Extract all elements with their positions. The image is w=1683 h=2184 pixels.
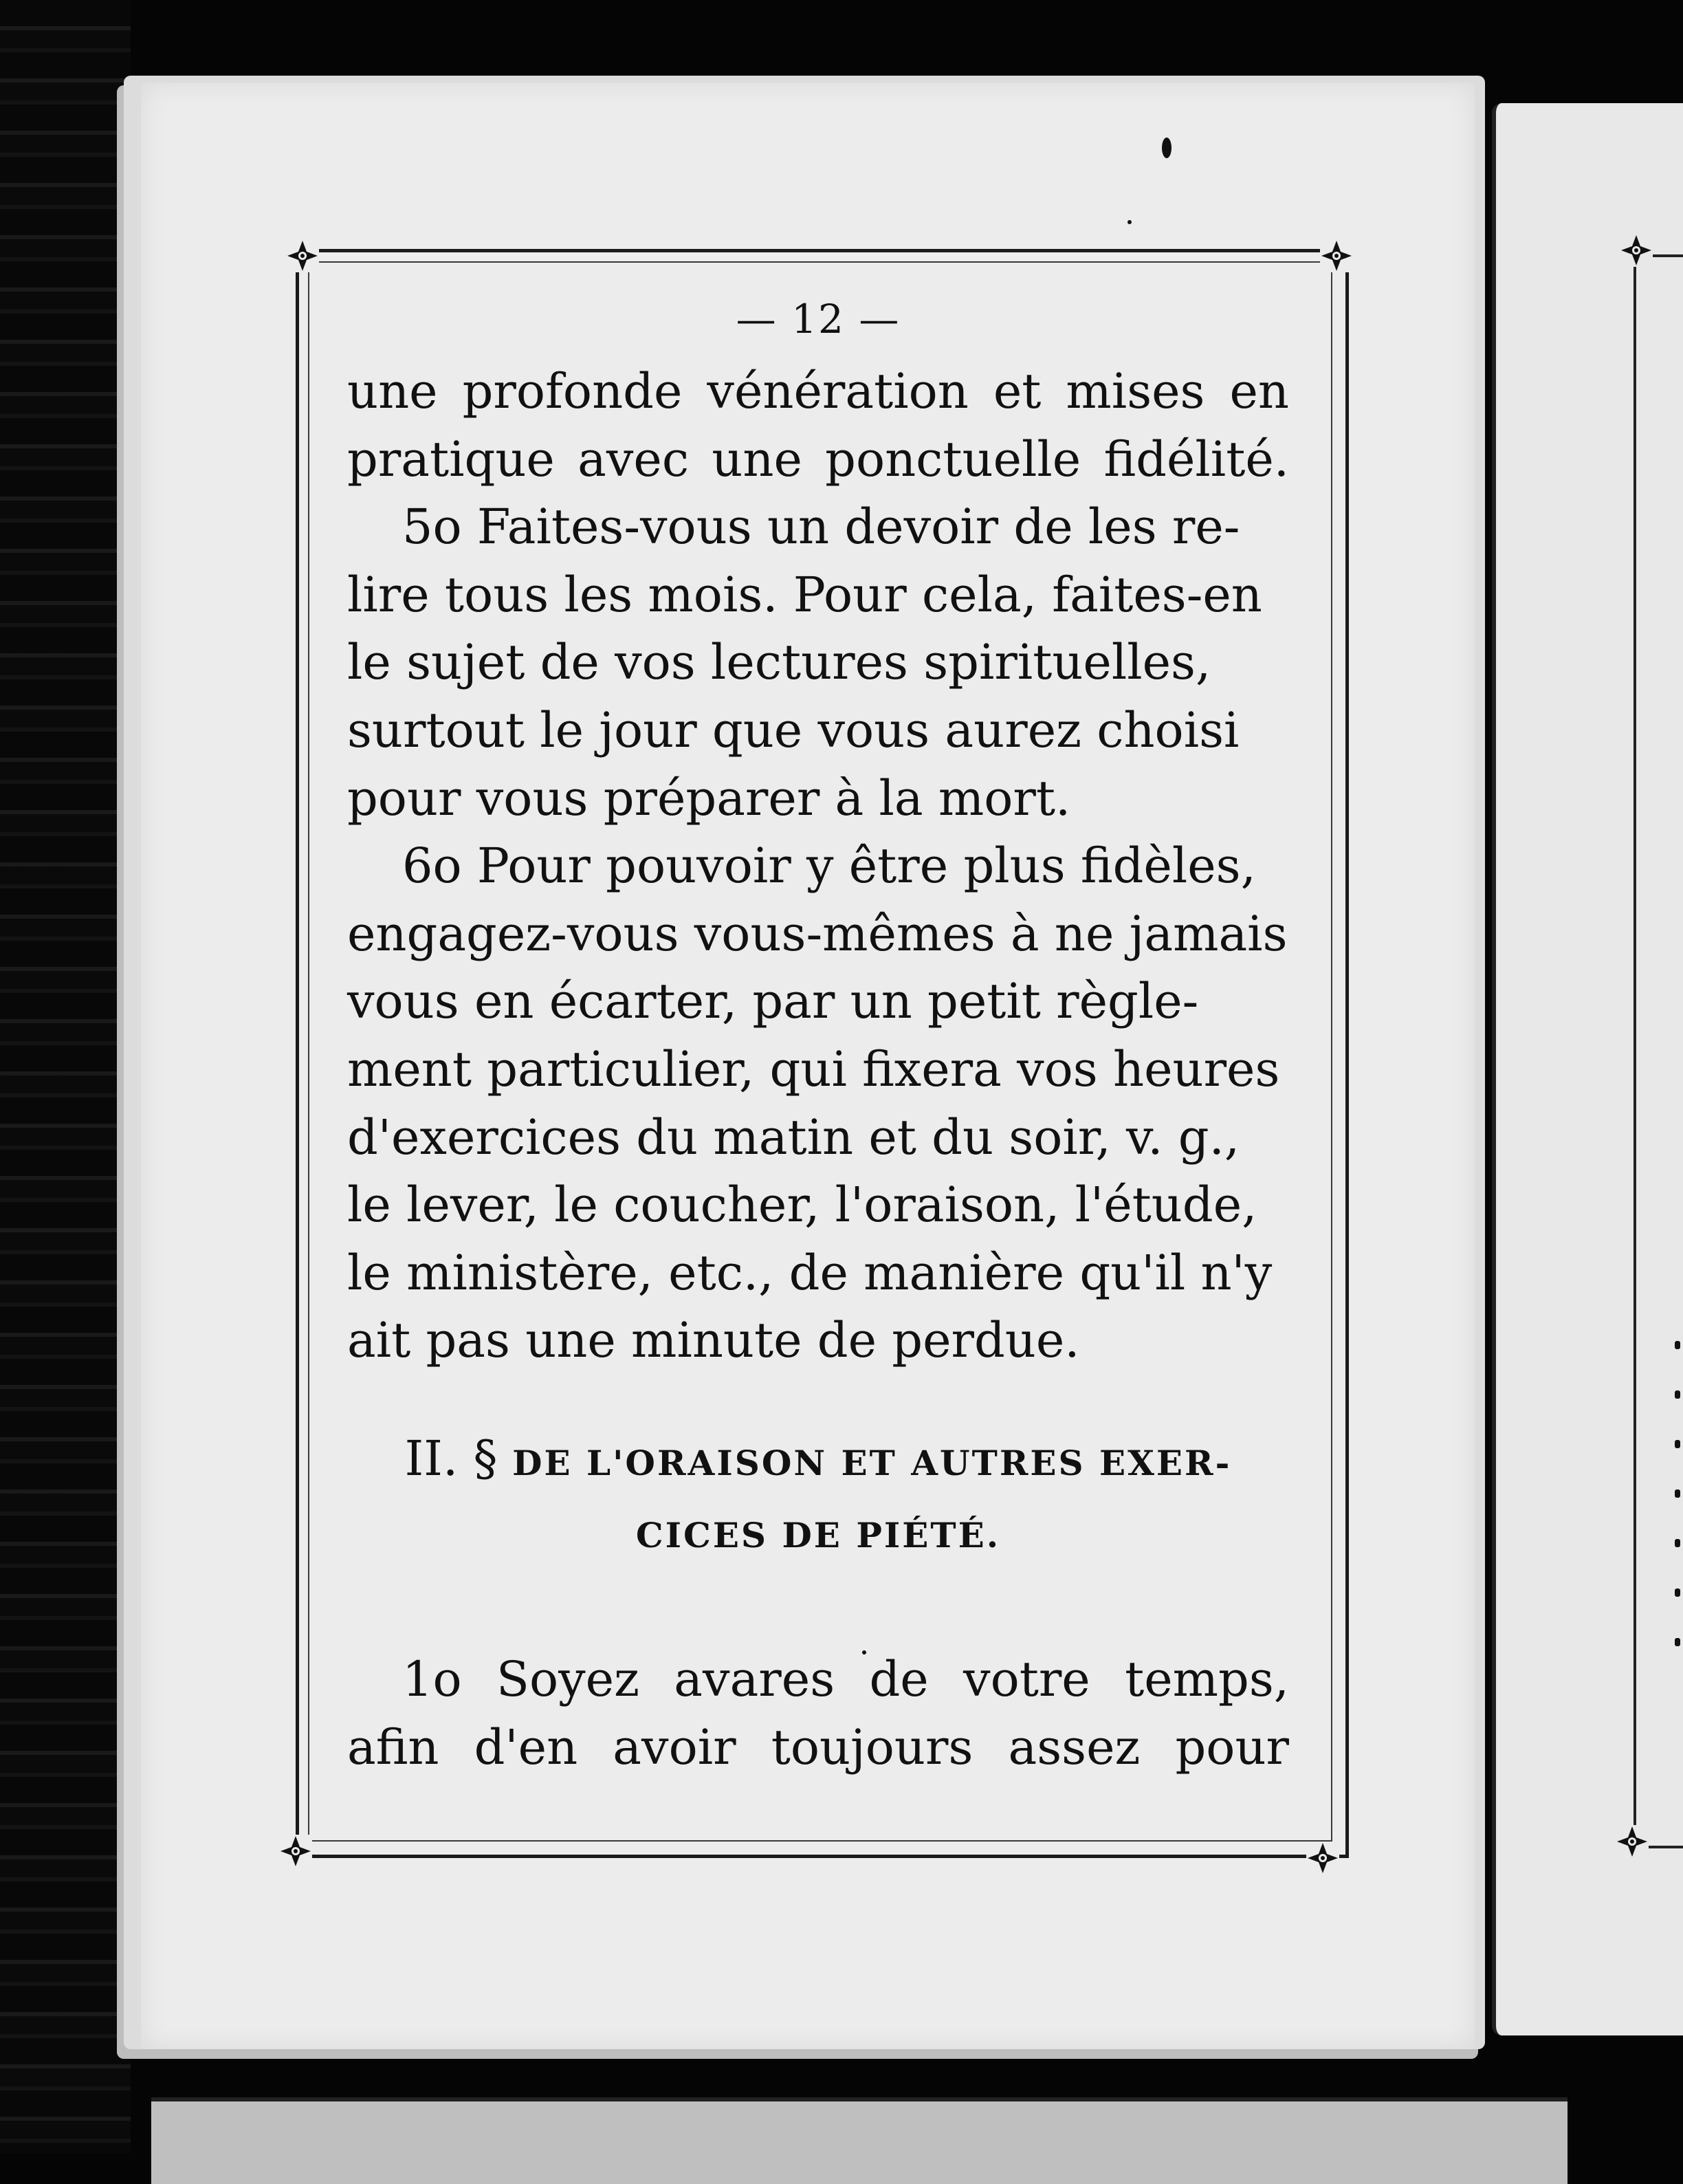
facing-page-marks	[1675, 1341, 1683, 1822]
section-title-line-1: DE L'ORAISON ET AUTRES EXER-	[512, 1442, 1232, 1483]
scan-left-edge	[0, 0, 131, 2154]
text-line: 1o Soyez avares de votre temps,	[402, 1650, 1289, 1707]
text-line: engagez-vous vous-mêmes à ne jamais	[347, 905, 1288, 962]
paragraph	[347, 493, 1289, 832]
section-number: II. §	[404, 1430, 498, 1487]
text-line: pratique avec une ponctuelle fidélité.	[347, 430, 1289, 488]
scan-speck	[1162, 138, 1172, 158]
paragraph	[347, 832, 1289, 1375]
corner-ornament-icon	[1317, 237, 1356, 275]
text-line: le sujet de vos lectures spirituelles,	[347, 634, 1211, 691]
text-line: ment particulier, qui fixera vos heures	[347, 1040, 1280, 1098]
text-line: afin d'en avoir toujours assez pour	[347, 1718, 1289, 1776]
text-line: surtout le jour que vous aurez choisi	[347, 701, 1240, 758]
text-line: le ministère, etc., de manière qu'il n'y	[347, 1244, 1273, 1301]
corner-ornament-icon	[1617, 231, 1656, 270]
page-number: — 12 —	[736, 296, 901, 342]
underlying-page	[151, 2097, 1568, 2184]
text-line: d'exercices du matin et du soir, v. g.,	[347, 1109, 1240, 1166]
corner-ornament-icon	[1613, 1822, 1651, 1861]
page-text	[347, 296, 1289, 1781]
paragraph	[347, 1646, 1289, 1781]
text-line: 6o Pour pouvoir y être plus fidèles,	[402, 838, 1256, 895]
text-line: 5o Faites-vous un devoir de les re-	[402, 499, 1240, 556]
text-line: une profonde vénération et mises en	[347, 363, 1289, 419]
section-heading	[347, 1424, 1289, 1570]
text-line: pour vous préparer à la mort.	[347, 769, 1071, 827]
section-title-line-2: CICES DE PIÉTÉ.	[635, 1514, 1001, 1555]
corner-ornament-icon	[276, 1832, 315, 1870]
scan-speck	[1128, 220, 1132, 224]
corner-ornament-icon	[283, 237, 322, 275]
corner-ornament-icon	[1304, 1839, 1342, 1877]
paragraph	[347, 358, 1289, 493]
text-line: vous en écarter, par un petit règle-	[347, 973, 1199, 1030]
text-line: le lever, le coucher, l'oraison, l'étude,	[347, 1177, 1257, 1234]
text-line: lire tous les mois. Pour cela, faites-en	[347, 566, 1262, 623]
text-line: ait pas une minute de perdue.	[347, 1312, 1080, 1369]
